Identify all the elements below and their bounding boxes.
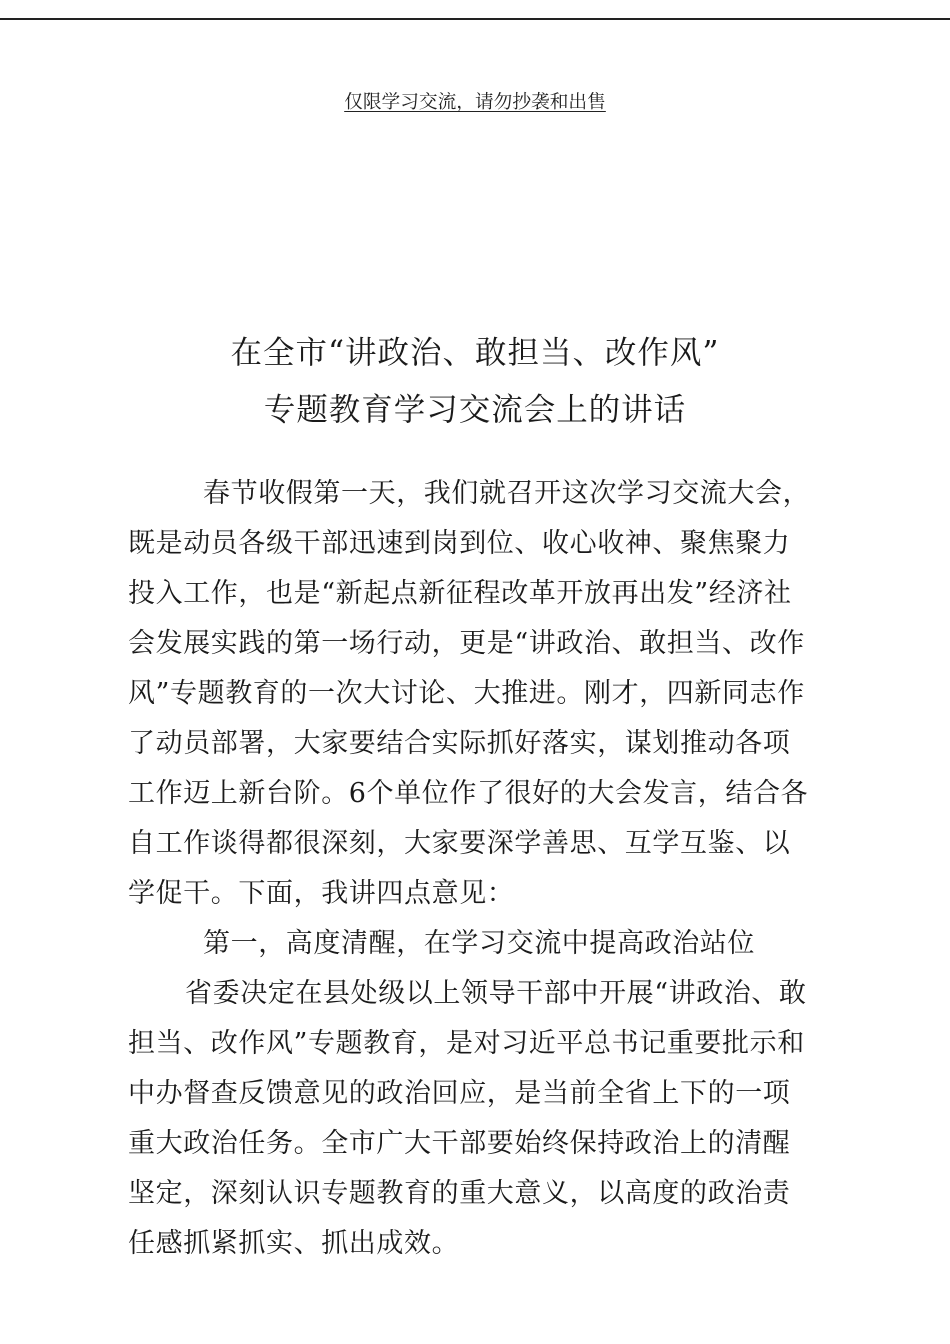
body-line: 自工作谈得都很深刻，大家要深学善思、互学互鉴、以 xyxy=(128,828,791,859)
body-line: 省委决定在县处级以上领导干部中开展“讲政治、敢 xyxy=(185,978,807,1009)
body-line: 会发展实践的第一场行动，更是“讲政治、敢担当、改作 xyxy=(128,628,805,659)
speech-title-line-1: 在全市“讲政治、敢担当、改作风” xyxy=(230,335,720,371)
body-line: 学促干。下面，我讲四点意见： xyxy=(128,878,515,909)
speech-title-line-2: 专题教育学习交流会上的讲话 xyxy=(263,392,687,428)
body-line: 中办督查反馈意见的政治回应，是当前全省上下的一项 xyxy=(128,1078,791,1109)
body-line: 春节收假第一天，我们就召开这次学习交流大会， xyxy=(203,478,811,509)
body-line: 任感抓紧抓实、抓出成效。 xyxy=(128,1228,460,1259)
body-line: 重大政治任务。全市广大干部要始终保持政治上的清醒 xyxy=(128,1128,791,1159)
body-line: 工作迈上新台阶。6个单位作了很好的大会发言，结合各 xyxy=(128,778,809,809)
body-line: 坚定，深刻认识专题教育的重大意义，以高度的政治责 xyxy=(128,1178,791,1209)
body-line: 投入工作，也是“新起点新征程改革开放再出发”经济社 xyxy=(128,578,792,609)
body-line: 既是动员各级干部迅速到岗到位、收心收神、聚焦聚力 xyxy=(128,528,791,559)
body-line: 了动员部署，大家要结合实际抓好落实，谋划推动各项 xyxy=(128,728,791,759)
copyright-notice: 仅限学习交流，请勿抄袭和出售 xyxy=(344,92,606,113)
body-line: 担当、改作风”专题教育，是对习近平总书记重要批示和 xyxy=(128,1028,805,1059)
section-heading: 第一，高度清醒，在学习交流中提高政治站位 xyxy=(203,928,755,959)
top-border-line xyxy=(0,18,950,20)
body-line: 风”专题教育的一次大讨论、大推进。刚才，四新同志作 xyxy=(128,678,805,709)
